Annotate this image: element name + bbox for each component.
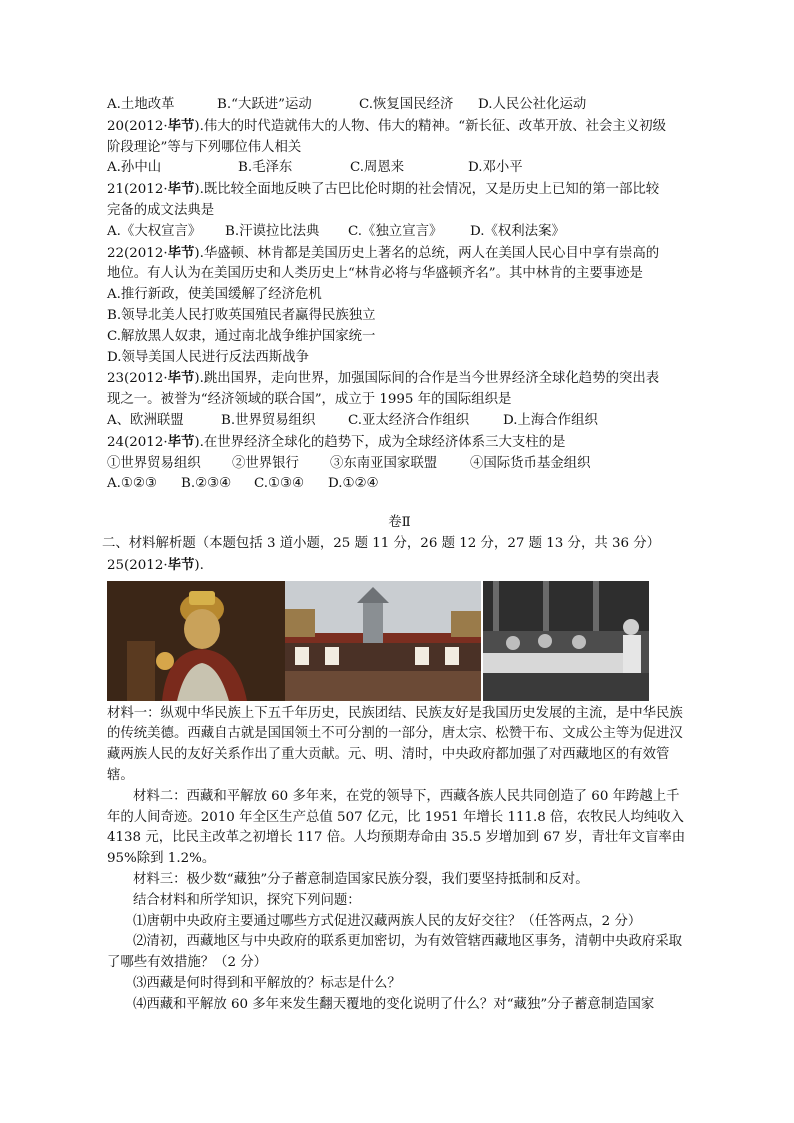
item: ④国际货币基金组织 bbox=[470, 455, 591, 471]
sub-question-2: ⑵清初，西藏地区与中央政府的联系更加密切，为有效管辖西藏地区事务，清朝中央政府采取了哪些有效措施？（2 分） bbox=[107, 934, 683, 971]
option: D.邓小平 bbox=[468, 160, 523, 176]
option: B.汗谟拉比法典 bbox=[225, 223, 320, 239]
item: ②世界银行 bbox=[232, 455, 299, 471]
q23-stem-cont: 现之一。被誉为“经济领域的联合国”，成立于 1995 年的国际组织是 bbox=[107, 392, 512, 408]
q23-stem: 23(2012·毕节).跳出国界，走向世界，加强国际间的合作是当今世界经济全球化趋势的突出表 bbox=[107, 370, 660, 387]
q24-stem: 24(2012·毕节).在世界经济全球化的趋势下，成为全球经济体系三大支柱的是 bbox=[107, 433, 566, 450]
option: B.②③④ bbox=[181, 476, 232, 492]
option: A.《大权宣言》 bbox=[107, 223, 202, 239]
option: A、欧洲联盟 bbox=[107, 412, 184, 428]
q23-options bbox=[107, 411, 692, 432]
q20-stem: 20(2012·毕节).伟大的时代造就伟大的人物、伟大的精神。“新长征、改革开放、社会主义初级 bbox=[107, 117, 666, 134]
q25-stem: 25(2012·毕节). bbox=[107, 556, 204, 573]
section-heading: 二、材料解析题（本题包括 3 道小题，25 题 11 分，26 题 12 分，27 题 13 分，共 36 分） bbox=[102, 535, 661, 551]
q22-stem-cont: 地位。有人认为在美国历史和人类历史上“林肯必将与华盛顿齐名”。其中林肯的主要事迹是 bbox=[107, 266, 643, 282]
option: D.上海合作组织 bbox=[503, 412, 598, 428]
option: A.孙中山 bbox=[107, 160, 162, 176]
sub-question-3: ⑶西藏是何时得到和平解放的？标志是什么？ bbox=[133, 975, 401, 991]
signing-ceremony-photo bbox=[483, 581, 649, 701]
option: B.“大跃进”运动 bbox=[217, 97, 312, 112]
q21-options bbox=[107, 222, 692, 243]
option: D.人民公社化运动 bbox=[478, 97, 587, 112]
option: C.周恩来 bbox=[350, 160, 405, 176]
option: C.亚太经济合作组织 bbox=[348, 412, 470, 428]
q20-options bbox=[107, 158, 692, 179]
sub-question-4: ⑷西藏和平解放 60 多年来发生翻天覆地的变化说明了什么？对“藏独”分子蓄意制造国家 bbox=[133, 996, 655, 1012]
q21-stem: 21(2012·毕节).既比较全面地反映了古巴比伦时期的社会情况，又是历史上已知的第一部比较 bbox=[107, 181, 660, 198]
jokhang-temple-photo bbox=[285, 581, 481, 701]
photo-strip bbox=[107, 581, 692, 701]
q19-options bbox=[107, 95, 692, 116]
q21-stem-cont: 完备的成文法典是 bbox=[107, 202, 215, 218]
option: C.①③④ bbox=[254, 476, 305, 492]
option: B.领导北美人民打败英国殖民者赢得民族独立 bbox=[107, 307, 376, 323]
material-three: 材料三：极少数“藏独”分子蓄意制造国家民族分裂，我们要坚持抵制和反对。 bbox=[133, 871, 589, 887]
option: C.恢复国民经济 bbox=[359, 97, 454, 112]
option: A.①②③ bbox=[107, 476, 157, 492]
option: A.土地改革 bbox=[107, 97, 175, 112]
item: ①世界贸易组织 bbox=[107, 455, 201, 471]
songtsen-gampo-statue-photo bbox=[107, 581, 285, 701]
q24-items bbox=[107, 454, 692, 475]
item: ③东南亚国家联盟 bbox=[330, 455, 438, 471]
option: D.《权利法案》 bbox=[470, 223, 565, 239]
option: D.领导美国人民进行反法西斯战争 bbox=[107, 349, 309, 365]
material-one: 材料一：纵观中华民族上下五千年历史，民族团结、民族友好是我国历史发展的主流，是中华民族的传统美德。西藏自古就是国国领土不可分割的一部分，唐太宗、松赞干布、文成公主等为促进汉藏两族人民的友好关系作出了重大贡献。元、明、清时，中央政府都加强了对西藏地区的有效管辖。 bbox=[107, 705, 683, 783]
option: B.毛泽东 bbox=[238, 160, 293, 176]
option: A.推行新政，使美国缓解了经济危机 bbox=[107, 287, 322, 303]
exam-page bbox=[102, 95, 692, 1015]
question-prompt: 结合材料和所学知识，探究下列问题： bbox=[133, 892, 361, 908]
q20-stem-cont: 阶段理论”等与下列哪位伟人相关 bbox=[107, 139, 302, 155]
q22-stem: 22(2012·毕节).华盛顿、林肯都是美国历史上著名的总统，两人在美国人民心目中享有崇高的 bbox=[107, 244, 660, 261]
material-two: 材料二：西藏和平解放 60 多年来，在党的领导下，西藏各族人民共同创造了 60 年跨越上千年的人间奇迹。2010 年全区生产总值 507 亿元，比 1951 年增长 111.8 倍，农牧民人均纯收入 4138 元，比民主改革之初增长 117 倍。人均预期寿命由 35.5 岁增加到 67 岁，青壮年文盲率由 95%除到 1.2%。 bbox=[107, 788, 686, 867]
option: B.世界贸易组织 bbox=[221, 412, 316, 428]
sub-question-1: ⑴唐朝中央政府主要通过哪些方式促进汉藏两族人民的友好交往？（任答两点，2 分） bbox=[133, 913, 642, 929]
q24-options bbox=[107, 474, 692, 495]
option: C.解放黑人奴隶，通过南北战争维护国家统一 bbox=[107, 328, 376, 344]
volume-title: 卷Ⅱ bbox=[388, 515, 411, 531]
option: D.①②④ bbox=[328, 476, 379, 492]
option: C.《独立宣言》 bbox=[348, 223, 443, 239]
